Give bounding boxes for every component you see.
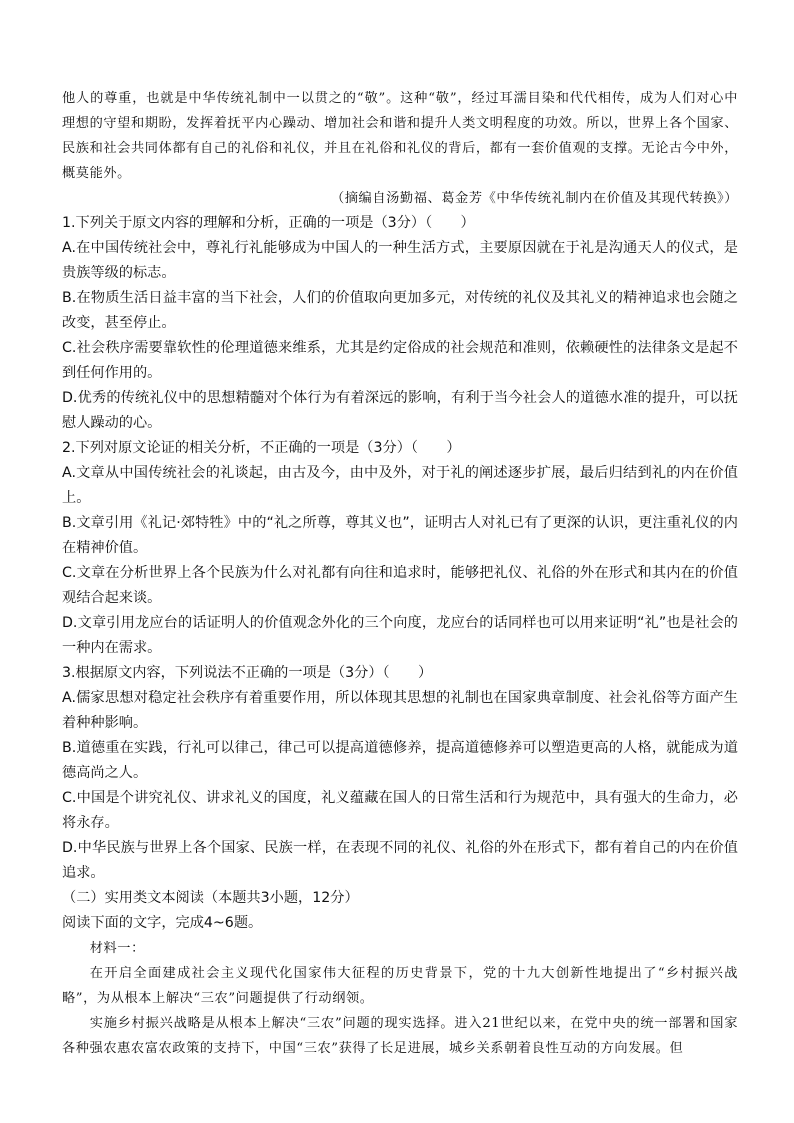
question-stem: 1.下列关于原文内容的理解和分析，正确的一项是（3分）（ ） <box>62 215 475 231</box>
option-b: B.在物质生活日益丰富的当下社会，人们的价值取向更加多元，对传统的礼仪及其礼义的精神追求也会随之改变，甚至停止。 <box>62 290 738 331</box>
question-2 <box>62 436 738 661</box>
option-a: A.文章从中国传统社会的礼谈起，由古及今，由中及外，对于礼的阐述逐步扩展，最后归结到礼的内在价值上。 <box>62 465 738 506</box>
question-3 <box>62 661 738 886</box>
section-2 <box>62 886 738 1061</box>
option-d: D.优秀的传统礼仪中的思想精髓对个体行为有着深远的影响，有利于当今社会人的道德水准的提升，可以抚慰人躁动的心。 <box>62 390 738 431</box>
material-paragraph: 实施乡村振兴战略是从根本上解决“三农”问题的现实选择。进入21世纪以来，在党中央的统一部署和国家各种强农惠农富农政策的支持下，中国“三农”获得了长足进展，城乡关系朝着良性互动的方向发展。但 <box>62 1016 738 1056</box>
option-b: B.道德重在实践，行礼可以律己，律己可以提高道德修养，提高道德修养可以塑造更高的人格，就能成为道德高尚之人。 <box>62 740 738 781</box>
option-a: A.在中国传统社会中，尊礼行礼能够成为中国人的一种生活方式，主要原因就在于礼是沟通天人的仪式，是贵族等级的标志。 <box>62 240 738 281</box>
question-stem: 2.下列对原文论证的相关分析，不正确的一项是（3分）（ ） <box>62 440 461 456</box>
option-b: B.文章引用《礼记·郊特牲》中的“礼之所尊，尊其义也”，证明古人对礼已有了更深的认识，更注重礼仪的内在精神价值。 <box>62 515 738 556</box>
option-c: C.社会秩序需要靠软性的伦理道德来维系，尤其是约定俗成的社会规范和准则，依赖硬性的法律条文是起不到任何作用的。 <box>62 340 738 381</box>
passage-paragraph: 他人的尊重，也就是中华传统礼制中一以贯之的“敬”。这种“敬”，经过耳濡目染和代代相传，成为人们对心中理想的守望和期盼，发挥着抚平内心躁动、增加社会和谐和提升人类文明程度的功效。所以，世界上各个国家、民族和社会共同体都有自己的礼俗和礼仪，并且在礼俗和礼仪的背后，都有一套价值观的支撑。无论古今中外，概莫能外。 <box>62 91 738 181</box>
option-a: A.儒家思想对稳定社会秩序有着重要作用，所以体现其思想的礼制也在国家典章制度、社会礼俗等方面产生着种种影响。 <box>62 690 738 731</box>
option-c: C.文章在分析世界上各个民族为什么对礼都有向往和追求时，能够把礼仪、礼俗的外在形式和其内在的价值观结合起来谈。 <box>62 565 738 606</box>
option-c: C.中国是个讲究礼仪、讲求礼义的国度，礼义蕴藏在国人的日常生活和行为规范中，具有强大的生命力，必将永存。 <box>62 790 738 831</box>
question-stem: 3.根据原文内容，下列说法不正确的一项是（3分）（ ） <box>62 665 433 681</box>
option-d: D.中华民族与世界上各个国家、民族一样，在表现不同的礼仪、礼俗的外在形式下，都有着自己的内在价值追求。 <box>62 840 738 881</box>
passage-source: （摘编自汤勤福、葛金芳《中华传统礼制内在价值及其现代转换》） <box>330 191 738 206</box>
material-label: 材料一： <box>89 941 145 956</box>
section-heading: （二）实用类文本阅读（本题共3小题，12分） <box>62 890 359 906</box>
question-1 <box>62 211 738 436</box>
option-d: D.文章引用龙应台的话证明人的价值观念外化的三个向度，龙应台的话同样也可以用来证明“礼”也是社会的一种内在需求。 <box>62 615 738 656</box>
material-paragraph: 在开启全面建成社会主义现代化国家伟大征程的历史背景下，党的十九大创新性地提出了“乡村振兴战略”，为从根本上解决“三农”问题提供了行动纲领。 <box>62 966 738 1006</box>
document-page <box>62 86 738 1061</box>
section-instruction: 阅读下面的文字，完成4~6题。 <box>62 915 263 931</box>
